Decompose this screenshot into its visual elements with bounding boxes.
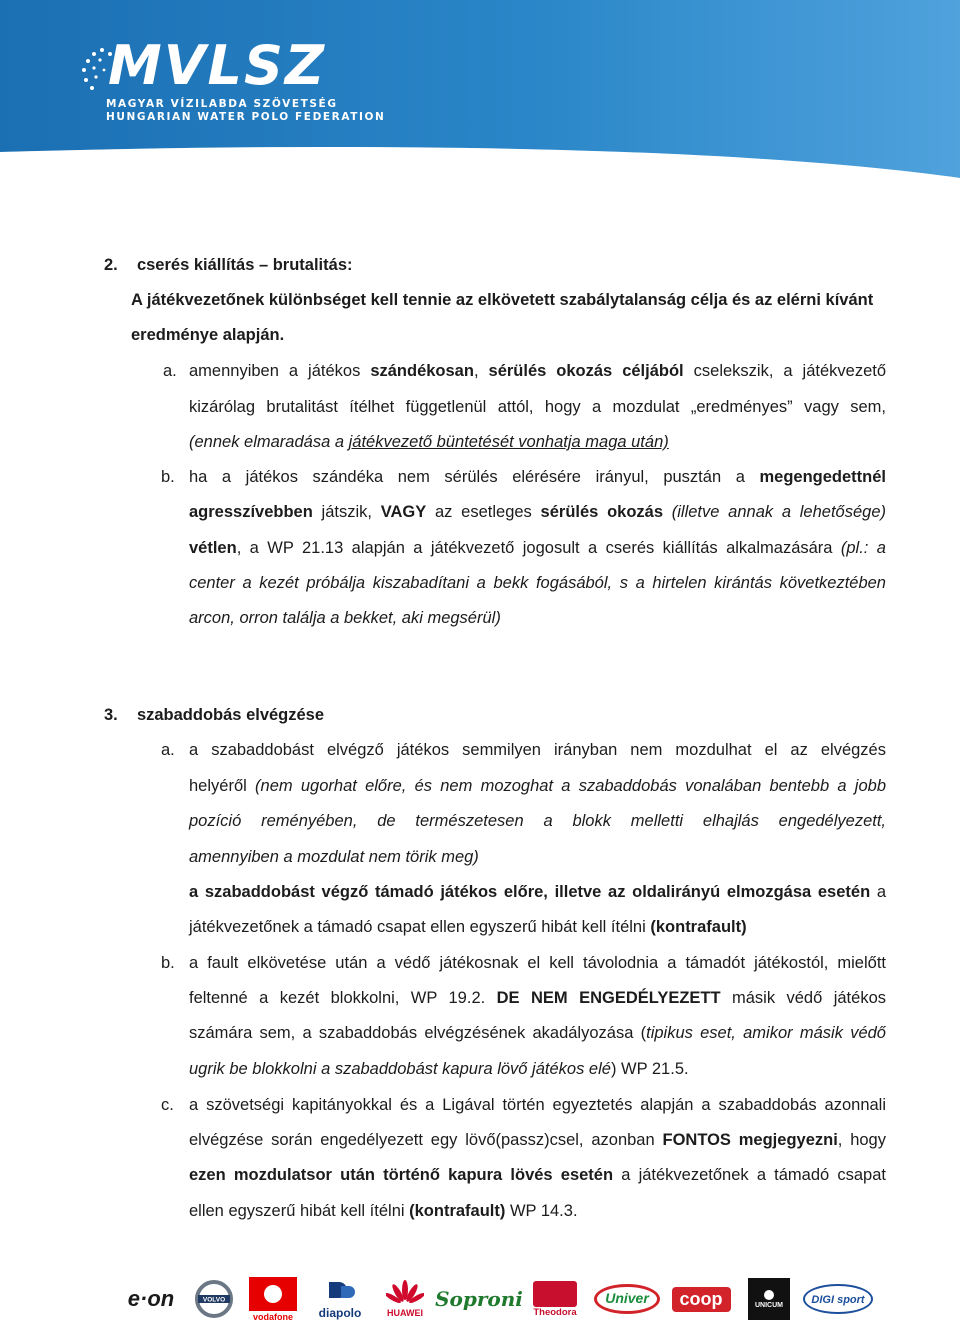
theodora-icon [533, 1281, 577, 1307]
section-2-heading [104, 254, 352, 276]
text-run: ) WP 21.5. [610, 1060, 689, 1078]
sponsor-label: coop [679, 1288, 723, 1309]
sponsor-logo-huawei [380, 1276, 430, 1322]
paragraph-line: amennyiben a mozdulat nem törik meg) [189, 848, 479, 866]
section-title: cserés kiállítás – brutalitás: [136, 256, 353, 274]
paragraph-line: pozíció reményében, de természetesen a blokk melletti elhajlás engedélyezett, [189, 812, 886, 830]
list-marker: b. [161, 468, 175, 486]
paragraph-line: a fault elkövetése után a védő játékosnak el kell távolodnia a támadót játékostól, mielőtt [189, 954, 886, 972]
text-run: a [870, 883, 887, 901]
sponsor-logo-vodafone [246, 1276, 300, 1322]
bold-run: DE NEM ENGEDÉLYEZETT [496, 989, 721, 1007]
paragraph-line [189, 881, 886, 903]
bold-run: VAGY [380, 503, 427, 521]
text-run: számára sem, a szabaddobás elvégzésének akadályozása ( [189, 1024, 647, 1042]
paragraph-line [189, 1200, 578, 1222]
paragraph-line [189, 1022, 886, 1044]
paragraph-line [189, 360, 886, 382]
sponsor-label: HUAWEI [387, 1308, 423, 1318]
coop-badge [672, 1287, 731, 1312]
univer-oval [594, 1284, 660, 1314]
sponsor-label: Univer [605, 1290, 649, 1306]
text-run: (ennek elmaradása a [189, 433, 349, 451]
paragraph-line: center a kezét próbálja kiszabadítani a bekk fogásából, s a hirtelen kirántás következtében [189, 574, 886, 592]
list-marker: c. [161, 1096, 174, 1114]
italic-run: (pl.: a [840, 539, 886, 557]
underlined-run: játékvezető büntetését vonhatja maga után) [348, 433, 669, 451]
sponsor-label: VOLVO [202, 1296, 226, 1304]
sponsor-label: DIGI sport [811, 1294, 865, 1306]
sponsor-logo-univer [596, 1276, 658, 1322]
list-marker: a. [163, 362, 177, 380]
italic-run: (illetve annak a lehetősége) [663, 503, 887, 521]
italic-run: ugrik be blokkolni a szabaddobást kapura lövő játékos elé [189, 1060, 611, 1078]
bold-run: FONTOS megjegyezni [662, 1131, 838, 1149]
paragraph-line: kizárólag brutalitást ítélhet függetlenül attól, hogy a mozdulat „eredményes” vagy sem, [189, 398, 886, 416]
text-run: , [473, 362, 489, 380]
section-number: 2. [104, 256, 118, 274]
text-run: játszik, [312, 503, 381, 521]
paragraph-line [189, 466, 886, 488]
digisport-badge [803, 1284, 872, 1314]
bold-run: ezen mozdulatsor után történő kapura lövés esetén [189, 1166, 614, 1184]
paragraph-line [189, 916, 747, 938]
text-run: az esetleges [426, 503, 541, 521]
text-run: elvégzése során engedélyezett egy lövő(passz)csel, azonban [189, 1131, 663, 1149]
sponsor-label: vodafone [252, 1311, 293, 1322]
text-run: WP 14.3. [505, 1202, 578, 1220]
section-2-intro-line-2: eredménye alapján. [131, 326, 285, 344]
list-marker: a. [161, 741, 175, 759]
volvo-icon [194, 1279, 234, 1319]
logo-wordmark: MVLSZ [108, 34, 326, 97]
bold-run: vétlen [189, 539, 237, 557]
huawei-flower-icon [386, 1280, 424, 1308]
section-3-heading [104, 704, 324, 726]
sponsor-strip [118, 1276, 878, 1324]
italic-run: (nem ugorhat előre, és nem mozoghat a szabaddobás vonalában bentebb a jobb [255, 777, 886, 795]
sponsor-logo-volvo [192, 1276, 236, 1322]
sponsor-logo-eon [120, 1276, 182, 1322]
paragraph-line [189, 1129, 886, 1151]
text-run: amennyiben a játékos [189, 362, 371, 380]
paragraph-line [189, 537, 886, 559]
paragraph-line: a szövetségi kapitányokkal és a Ligával történ egyeztetés alapján a szabaddobás azonnali [189, 1096, 886, 1114]
text-run: másik védő játékos [720, 989, 886, 1007]
section-2-intro-line-1: A játékvezetőnek különbséget kell tennie az elkövetett szabálytalanság célja és az elérni kívánt [131, 291, 874, 309]
sponsor-logo-soproni [435, 1276, 523, 1322]
paragraph-line: arcon, orron találja a bekket, aki megsérül) [189, 609, 501, 627]
bold-run: (kontrafault) [409, 1202, 506, 1220]
text-run: helyéről [189, 777, 256, 795]
text-run: feltenné a kezét blokkolni, WP 19.2. [189, 989, 497, 1007]
paragraph-line [189, 1058, 689, 1080]
sponsor-logo-unicum [746, 1276, 792, 1322]
paragraph-line [189, 501, 886, 523]
text-run: cselekszik, a játékvezető [683, 362, 887, 380]
sponsor-label: Theodora [533, 1306, 577, 1318]
bold-run: szándékosan [370, 362, 474, 380]
bold-run: sérülés okozás [540, 503, 664, 521]
sponsor-label: diapolo [318, 1306, 362, 1320]
sponsor-logo-digisport [802, 1276, 874, 1322]
sponsor-logo-theodora [528, 1276, 582, 1322]
paragraph-line [189, 775, 886, 797]
text-run: a játékvezetőnek a támadó csapat [613, 1166, 886, 1184]
paragraph-line: a szabaddobást elvégző játékos semmilyen irányban nem mozdulhat el az elvégzés [189, 741, 886, 759]
sponsor-label: e·on [127, 1286, 175, 1311]
bold-run: sérülés okozás céljából [488, 362, 684, 380]
sponsor-logo-coop [670, 1276, 732, 1322]
section-title: szabaddobás elvégzése [136, 706, 325, 724]
text-run: játékvezetőnek a támadó csapat ellen egyszerű hibát kell ítélni [189, 918, 651, 936]
unicum-icon [748, 1278, 790, 1320]
page-header [0, 0, 960, 190]
text-run: , hogy [837, 1131, 886, 1149]
bold-run: (kontrafault) [650, 918, 747, 936]
vodafone-icon [249, 1277, 297, 1311]
federation-logo [80, 34, 386, 128]
logo-subtitle-en: HUNGARIAN WATER POLO FEDERATION [106, 111, 386, 123]
paragraph-line [189, 1164, 886, 1186]
bold-run: agresszívebben [189, 503, 313, 521]
list-marker: b. [161, 954, 175, 972]
bold-run: a szabaddobást végző támadó játékos előre, illetve az oldalirányú elmozgása esetén [189, 883, 871, 901]
text-run: ellen egyszerű hibát kell ítélni [189, 1202, 410, 1220]
sponsor-label: Soproni [435, 1287, 523, 1311]
paragraph-line [189, 431, 669, 453]
text-run: , a WP 21.13 alapján a játékvezető jogosult a cserés kiállítás alkalmazására [236, 539, 841, 557]
sponsor-label: UNICUM [755, 1301, 783, 1309]
bold-run: megengedettnél [759, 468, 886, 486]
paragraph-line [189, 987, 886, 1009]
logo-subtitle-hu: MAGYAR VÍZILABDA SZÖVETSÉG [106, 98, 338, 110]
italic-run: tipikus eset, amikor másik védő [646, 1024, 886, 1042]
section-number: 3. [104, 706, 118, 724]
sponsor-logo-diapolo [312, 1276, 368, 1322]
diapolo-icon [325, 1278, 355, 1306]
text-run: ha a játékos szándéka nem sérülés elérésére irányul, pusztán a [189, 468, 760, 486]
